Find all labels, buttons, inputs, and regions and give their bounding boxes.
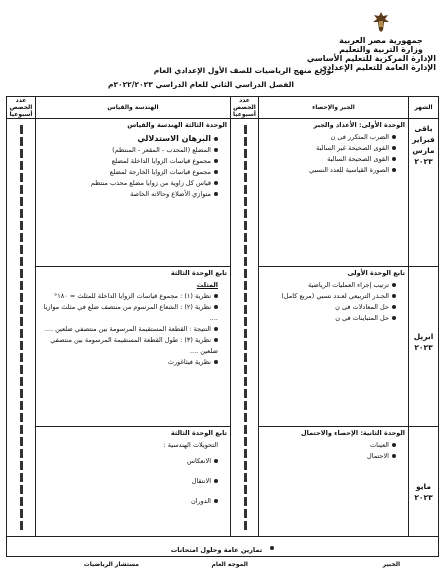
- list-item-text: نظرية (١) : مجموع قياسات الزوايا الداخلة للمثلث = ١٨٠°: [54, 292, 211, 300]
- month-line: ٢٠٢٣: [414, 343, 433, 352]
- weeks-cell-1: [231, 119, 259, 537]
- algebra-cell: [259, 119, 409, 267]
- table-header-row: [7, 97, 439, 119]
- header-line-2: وزارة التربية والتعليم: [339, 45, 423, 54]
- month-cell: [409, 427, 439, 537]
- list-item-text: مجموع قياسات الزوايا الداخلة لمضلع: [111, 157, 211, 165]
- month-line: ٢٠٢٣: [414, 493, 433, 502]
- list-item-text: نظرية (٣) : طول القطعة المستقيمة المرسومة بين منتصفي ضلعين ....: [50, 336, 218, 355]
- list-item-text: حل المعادلات فى ن: [335, 303, 389, 311]
- footer-expert: الخبير: [382, 561, 400, 568]
- table-row: [7, 267, 439, 427]
- list-item: [36, 335, 230, 357]
- bullet-icon: [214, 305, 218, 309]
- bullet-icon: [214, 294, 218, 298]
- list-item: [36, 189, 230, 200]
- list-item: [259, 302, 408, 313]
- list-item-text: حل المتباينات فى ن: [335, 314, 389, 322]
- list-item-text: قياس كل زاوية من زوايا مضلع محدب منتظم: [90, 179, 211, 187]
- unit-title: تابع الوحدة الثالثة: [170, 429, 227, 437]
- list-item-text: الانعكاس: [187, 457, 211, 465]
- list-item: [36, 132, 230, 145]
- list-item-text: القوى الصحيحة السالبة: [327, 155, 389, 163]
- geometry-cell: [36, 119, 231, 267]
- month-line: باقى: [414, 124, 433, 133]
- month-line: فبراير: [412, 135, 435, 144]
- col-weeks-1: عدد الحصص أسبوعيا: [231, 97, 259, 119]
- final-row-text: تمارين عامة وحلول امتحانات: [170, 546, 263, 554]
- col-month: الشهر: [409, 97, 439, 119]
- list-item-text: الانتقال: [191, 477, 211, 485]
- list-item: [36, 491, 230, 511]
- dashed-divider: [20, 125, 23, 530]
- list-item-text: القوى الصحيحة غير السالبة: [316, 144, 389, 152]
- list-item-text: متوازي الأضلاع وحالاته الخاصة: [130, 190, 211, 198]
- list-item: [259, 154, 408, 165]
- col-algebra: الجبر والإحصاء: [259, 97, 409, 119]
- list-item: [36, 357, 230, 368]
- header-line-1: جمهورية مصر العربية: [339, 36, 423, 45]
- list-item-text: الاحتمال: [367, 452, 389, 460]
- month-label: [409, 427, 438, 503]
- geometry-cell: [36, 427, 231, 537]
- list-item-text: النتيجة : القطعة المستقيمة المرسومة بين منتصفي ضلعين ....: [44, 325, 211, 333]
- bullet-icon: [214, 181, 218, 185]
- month-label: [409, 267, 438, 353]
- header-line-3: الإدارة المركزية للتعليم الأساسي: [306, 54, 436, 63]
- bullet-icon: [392, 283, 396, 287]
- list-item: [36, 156, 230, 167]
- bullet-icon: [392, 157, 396, 161]
- list-item-text: العينات: [370, 441, 389, 449]
- bullet-icon: [392, 135, 396, 139]
- unit-title: الوحدة الأولى: الأعداد والجبر: [313, 121, 405, 129]
- bullet-icon: [214, 148, 218, 152]
- geometry-cell: [36, 267, 231, 427]
- list-item: [259, 451, 408, 462]
- algebra-cell: [259, 267, 409, 427]
- bullet-icon: [270, 546, 274, 550]
- header-line-4: الإدارة العامة للتعليم الإعدادي: [319, 63, 436, 72]
- list-item-text: الصورة القياسية للعدد النسبي: [309, 166, 389, 174]
- list-item-text: البرهان الاستدلالي: [137, 134, 211, 143]
- bullet-icon: [392, 294, 396, 298]
- list-item: [36, 178, 230, 189]
- bullet-icon: [214, 360, 218, 364]
- dashed-divider: [244, 125, 247, 530]
- month-cell: [409, 119, 439, 267]
- curriculum-table: [6, 96, 439, 557]
- list-item: [36, 167, 230, 178]
- bullet-icon: [214, 192, 218, 196]
- eagle-emblem-icon: [370, 10, 392, 34]
- list-item: [259, 280, 408, 291]
- bullet-icon: [392, 443, 396, 447]
- unit-title: تابع الوحدة الأولى: [347, 269, 405, 277]
- page-subtitle: الفصل الدراسي الثاني للعام الدراسي ٢٠٢٢/٢٠٢٣م: [107, 80, 294, 89]
- month-label: [409, 119, 438, 167]
- bullet-icon: [214, 159, 218, 163]
- page-title: توزيع منهج الرياضيات للصف الأول الإعدادي العام: [153, 66, 334, 75]
- table-row: [7, 427, 439, 537]
- month-line: مايو: [416, 482, 431, 491]
- table-row: [7, 119, 439, 267]
- list-item: [259, 440, 408, 451]
- list-item: [36, 471, 230, 491]
- bullet-icon: [214, 170, 218, 174]
- list-item-text: الضرب المتكرر فى ن: [330, 133, 389, 141]
- list-item: [36, 324, 230, 335]
- unit-title: تابع الوحدة الثالثة: [170, 269, 227, 277]
- list-item-text: نظرية (٢) : الشعاع المرسوم من منتصف ضلع في مثلث موازيا ....: [43, 303, 218, 322]
- bullet-icon: [214, 137, 218, 141]
- algebra-cell: [259, 427, 409, 537]
- list-item: [36, 291, 230, 302]
- list-item-text: نظرية فيثاغورث: [167, 358, 211, 366]
- month-cell: [409, 267, 439, 427]
- list-item-text: الدوران: [190, 497, 211, 505]
- list-item-text: ترتيب إجراء العمليات الرياضية: [307, 281, 389, 289]
- bullet-icon: [392, 454, 396, 458]
- list-item-text: مجموع قياسات الزوايا الخارجة لمضلع: [109, 168, 211, 176]
- section-subtitle: التحويلات الهندسية :: [163, 441, 218, 449]
- list-item: [36, 145, 230, 156]
- bullet-icon: [214, 479, 218, 483]
- col-weeks-2: عدد الحصص أسبوعيا: [7, 97, 36, 119]
- bullet-icon: [392, 168, 396, 172]
- month-line: ٢٠٢٣: [414, 157, 433, 166]
- list-item: [259, 291, 408, 302]
- list-item: [259, 132, 408, 143]
- unit-title: الوحدة الثانية: الإحصاء والاحتمال: [300, 429, 405, 437]
- bullet-icon: [392, 305, 396, 309]
- col-geometry: الهندسة والقياس: [36, 97, 231, 119]
- footer-general-supervisor: الموجه العام: [211, 561, 248, 568]
- section-subtitle: المثلث: [196, 281, 218, 289]
- ministry-header: [306, 10, 436, 72]
- list-item: [36, 451, 230, 471]
- month-line: مارس: [412, 146, 435, 155]
- month-line: ابريل: [413, 332, 434, 341]
- table-row-final: [7, 537, 439, 557]
- bullet-icon: [214, 338, 218, 342]
- list-item-text: الجـذر التربيعي لعـدد نسبي (مربع كامل): [281, 292, 389, 300]
- bullet-icon: [214, 459, 218, 463]
- bullet-icon: [392, 146, 396, 150]
- footer-math-consultant: مستشار الرياضيات: [83, 561, 139, 568]
- unit-title: الوحدة الثالثة الهندسة والقياس: [127, 121, 227, 129]
- weeks-cell-2: [7, 119, 36, 537]
- list-item: [259, 165, 408, 176]
- list-item: [259, 143, 408, 154]
- bullet-icon: [214, 327, 218, 331]
- final-row-cell: [7, 537, 439, 557]
- list-item: [259, 313, 408, 324]
- bullet-icon: [214, 499, 218, 503]
- bullet-icon: [392, 316, 396, 320]
- list-item-text: المضلع (المحدب - المقعر - المنتظم): [112, 146, 211, 154]
- list-item: [36, 302, 230, 324]
